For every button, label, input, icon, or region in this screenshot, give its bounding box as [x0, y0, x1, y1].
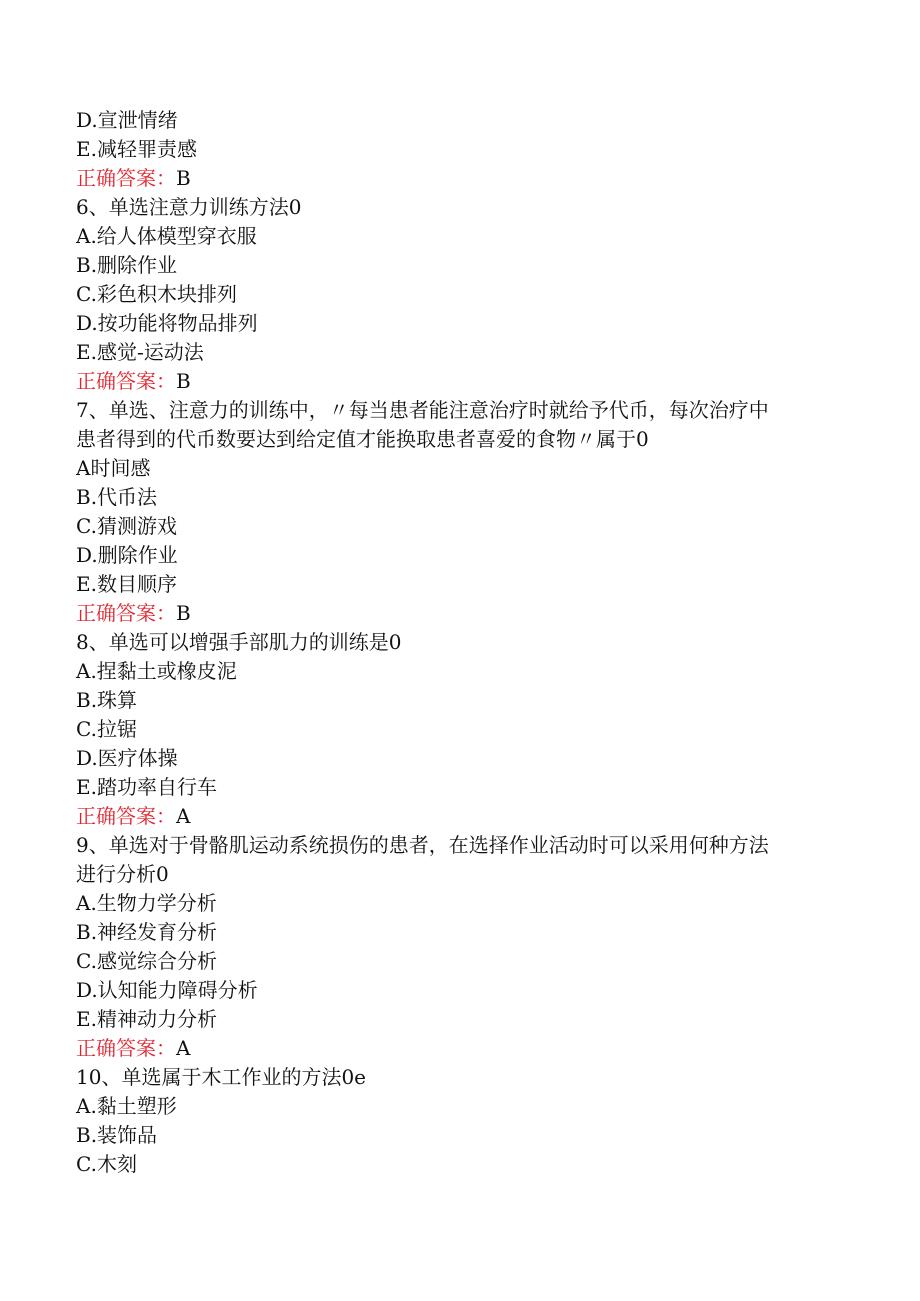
option-text: B.装饰品 [76, 1123, 158, 1147]
option-text: A时间感 [76, 456, 151, 480]
option-text: D.宣泄情绪 [76, 108, 178, 132]
correct-answer [76, 1034, 856, 1063]
question-text: 患者得到的代币数要达到给定值才能换取患者喜爱的食物〃属于0 [76, 427, 649, 451]
question-text: 7、单选、注意力的训练中，〃每当患者能注意治疗时就给予代币，每次治疗中 [76, 398, 769, 422]
option-text: B.珠算 [76, 688, 138, 712]
answer-label: 正确答案： [76, 804, 176, 828]
answer-value: B [176, 369, 191, 393]
option-text: E.踏功率自行车 [76, 775, 217, 799]
option-text: D.认知能力障碍分析 [76, 978, 258, 1002]
document-page [76, 106, 856, 1179]
option-text: E.数目顺序 [76, 572, 177, 596]
answer-label: 正确答案： [76, 1036, 176, 1060]
option-text: E.减轻罪责感 [76, 137, 197, 161]
question-text: 8、单选可以增强手部肌力的训练是0 [76, 630, 402, 654]
option-text: C.感觉综合分析 [76, 949, 217, 973]
answer-value: B [176, 166, 191, 190]
correct-answer [76, 599, 856, 628]
option-text: B.删除作业 [76, 253, 178, 277]
answer-label: 正确答案： [76, 166, 176, 190]
answer-value: A [176, 1036, 191, 1060]
answer-label: 正确答案： [76, 601, 176, 625]
option-text: C.彩色积木块排列 [76, 282, 237, 306]
question-text: 进行分析0 [76, 862, 169, 886]
option-text: C.拉锯 [76, 717, 137, 741]
option-text: B.代币法 [76, 485, 158, 509]
option-text: A.生物力学分析 [76, 891, 217, 915]
option-text: B.神经发育分析 [76, 920, 218, 944]
option-text: C.木刻 [76, 1152, 137, 1176]
option-text: D.按功能将物品排列 [76, 311, 258, 335]
option-text: A.黏土塑形 [76, 1094, 177, 1118]
question-text: 10、单选属于木工作业的方法0e [76, 1065, 367, 1089]
answer-label: 正确答案： [76, 369, 176, 393]
option-text: D.医疗体操 [76, 746, 178, 770]
option-text: C.猜测游戏 [76, 514, 177, 538]
correct-answer [76, 802, 856, 831]
answer-value: B [176, 601, 191, 625]
option-text: A.给人体模型穿衣服 [76, 224, 257, 248]
correct-answer [76, 367, 856, 396]
option-text: D.删除作业 [76, 543, 178, 567]
question-text: 9、单选对于骨骼肌运动系统损伤的患者，在选择作业活动时可以采用何种方法 [76, 833, 769, 857]
option-text: E.精神动力分析 [76, 1007, 217, 1031]
answer-value: A [176, 804, 191, 828]
question-text: 6、单选注意力训练方法0 [76, 195, 302, 219]
option-text: A.捏黏土或橡皮泥 [76, 659, 237, 683]
correct-answer [76, 164, 856, 193]
option-text: E.感觉-运动法 [76, 340, 204, 364]
